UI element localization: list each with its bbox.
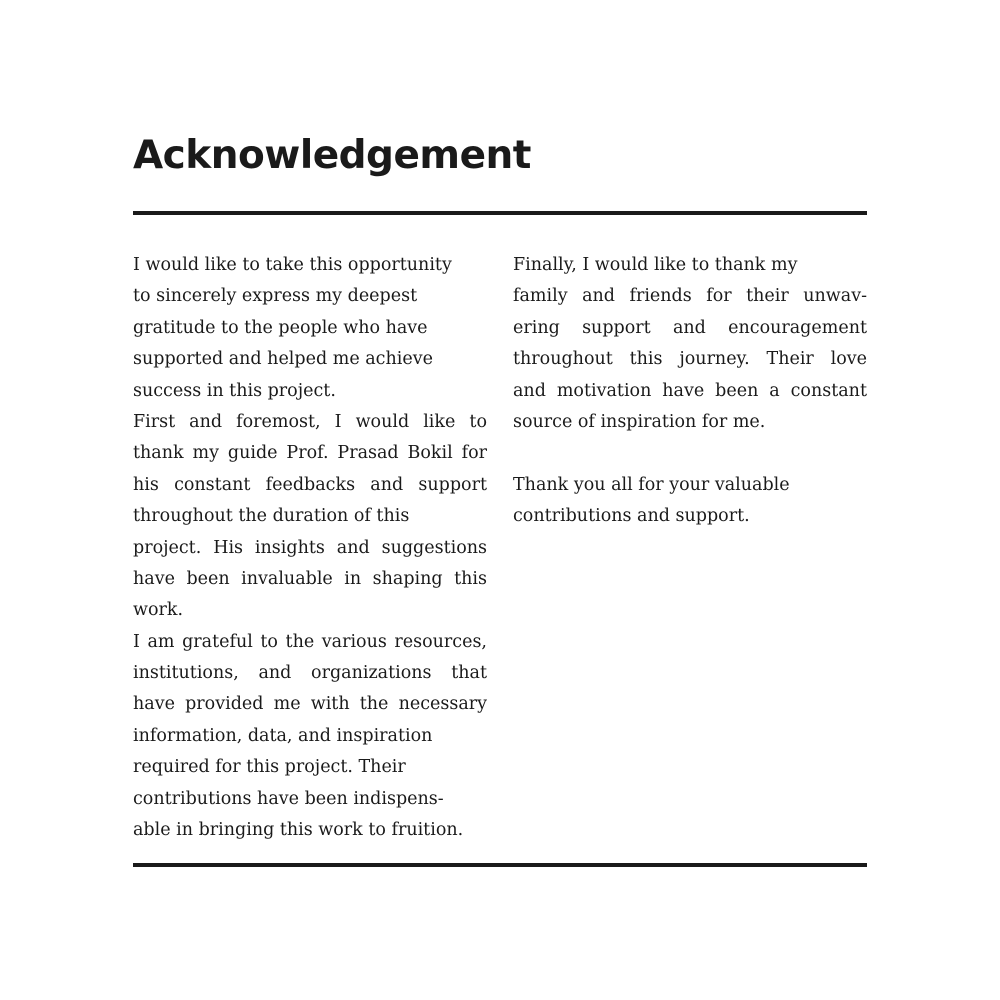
text-line: First and foremost, I would like to	[133, 411, 487, 432]
text-line: source of inspiration for me.	[513, 411, 766, 432]
text-line: contributions and support.	[513, 506, 750, 527]
text-line: ering support and encouragement	[513, 317, 867, 338]
paragraph-gap	[513, 438, 867, 469]
text-line: have been invaluable in shaping this	[133, 568, 487, 589]
text-line: information, data, and inspiration	[133, 725, 433, 746]
text-line: project. His insights and suggestions	[133, 537, 487, 558]
text-line: Finally, I would like to thank my	[513, 255, 798, 275]
text-line: Thank you all for your valuable	[513, 474, 790, 495]
text-line: and motivation have been a constant	[513, 380, 867, 401]
text-line: I would like to take this opportunity	[133, 255, 452, 275]
page-title: Acknowledgement	[133, 133, 531, 178]
text-line: institutions, and organizations that	[133, 663, 487, 684]
text-line: have provided me with the necessary	[133, 694, 487, 715]
text-line: success in this project.	[133, 380, 336, 401]
text-line: throughout the duration of this	[133, 506, 410, 527]
text-line: supported and helped me achieve	[133, 349, 433, 370]
left-column	[133, 250, 487, 846]
text-line: his constant feedbacks and support	[133, 474, 487, 495]
text-line: thank my guide Prof. Prasad Bokil for	[133, 443, 487, 464]
text-line: gratitude to the people who have	[133, 317, 428, 338]
text-line: I am grateful to the various resources,	[133, 631, 487, 652]
top-divider	[133, 211, 867, 215]
text-line: contributions have been indispens-	[133, 788, 444, 809]
text-line: to sincerely express my deepest	[133, 286, 418, 307]
text-line: family and friends for their unwav-	[513, 286, 867, 307]
text-line: able in bringing this work to fruition.	[133, 820, 464, 841]
right-column	[513, 250, 867, 533]
text-line: throughout this journey. Their love	[513, 349, 867, 370]
text-line: work.	[133, 600, 184, 621]
bottom-divider	[133, 863, 867, 867]
text-line: required for this project. Their	[133, 757, 406, 778]
